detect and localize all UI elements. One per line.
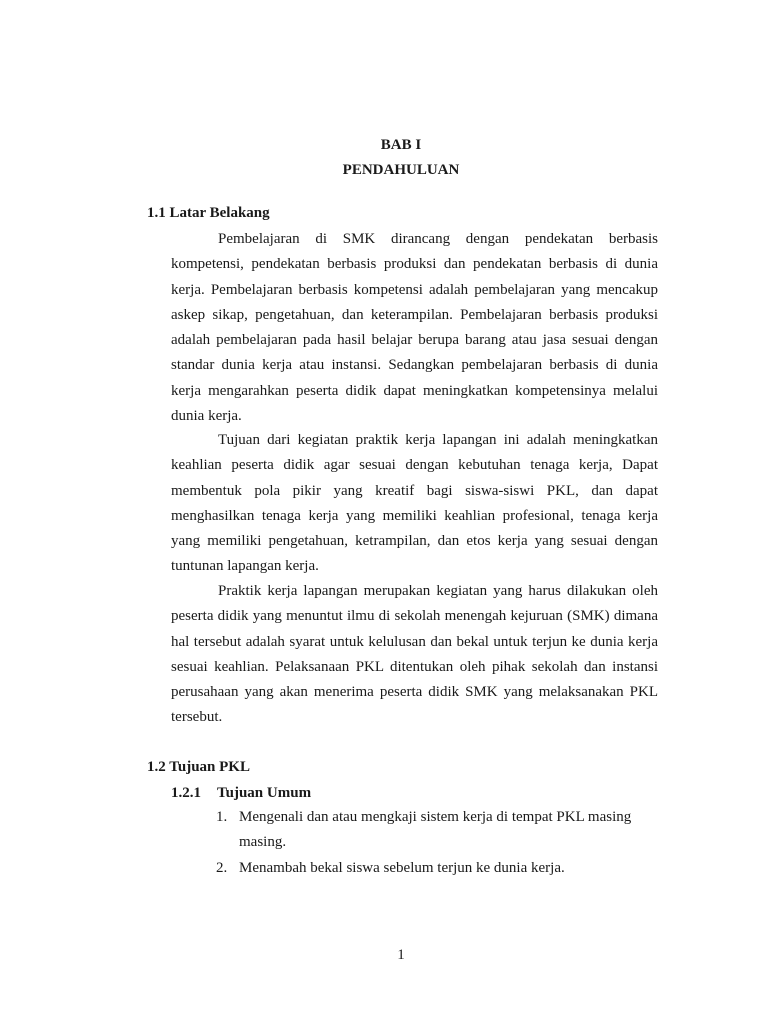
chapter-title: PENDAHULUAN: [342, 162, 460, 178]
subsection-heading-tujuan-umum: [171, 785, 311, 802]
chapter-label: BAB I: [380, 137, 422, 153]
list-marker: 1.: [216, 809, 228, 825]
list-item-text: Menambah bekal siswa sebelum terjun ke dunia kerja.: [239, 859, 565, 876]
subsection-number: 1.2.1: [171, 785, 201, 801]
section-heading-tujuan-pkl: 1.2 Tujuan PKL: [147, 759, 250, 775]
list-item: [216, 856, 658, 881]
subsection-title: Tujuan Umum: [217, 785, 312, 801]
list-item: [216, 805, 658, 856]
page-number: 1: [397, 947, 405, 963]
tujuan-umum-list: [216, 805, 658, 881]
section-heading-latar-belakang: 1.1 Latar Belakang: [147, 205, 270, 221]
paragraph-1: Pembelajaran di SMK dirancang dengan pendekatan berbasis kompetensi, pendekatan berbasis produksi dan pendekatan berbasis di dunia kerja. Pembelajaran berbasis kompetensi adalah pembelajaran yang mencakup askep sikap, pengetahuan, dan keterampilan. Pembelajaran berbasis produksi adalah pembelajaran pada hasil belajar berupa barang atau jasa sesuai dengan standar dunia kerja atau instansi. Sedangkan pembelajaran berbasis di dunia kerja mengarahkan peserta didik dapat meningkatkan kompetensinya melalui dunia kerja.: [171, 231, 658, 425]
list-item-text: Mengenali dan atau mengkaji sistem kerja di tempat PKL masing masing.: [239, 809, 632, 851]
list-marker: 2.: [216, 859, 228, 876]
paragraph-2: Tujuan dari kegiatan praktik kerja lapangan ini adalah meningkatkan keahlian peserta didik agar sesuai dengan kebutuhan tenaga kerja, Dapat membentuk pola pikir yang kreatif bagi siswa-siswi PKL, dan dapat menghasilkan tenaga kerja yang memiliki keahlian profesional, tenaga kerja yang memiliki pengetahuan, ketrampilan, dan etos kerja yang sesuai dengan tuntunan lapangan kerja.: [171, 432, 658, 575]
paragraph-3: Praktik kerja lapangan merupakan kegiatan yang harus dilakukan oleh peserta didik yang menuntut ilmu di sekolah menengah kejuruan (SMK) dimana hal tersebut adalah syarat untuk kelulusan dan bekal untuk terjun ke dunia kerja sesuai keahlian. Pelaksanaan PKL ditentukan oleh pihak sekolah dan instansi perusahaan yang akan menerima peserta didik SMK yang melaksanakan PKL tersebut.: [171, 583, 658, 726]
